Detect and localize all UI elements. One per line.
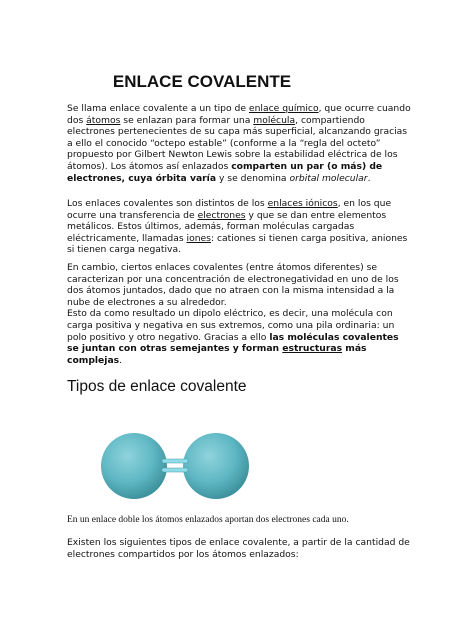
link-atomos[interactable]: átomos	[86, 114, 121, 126]
link-enlaces-ionicos[interactable]: enlaces iónicos	[267, 198, 338, 209]
double-bond-molecule-image	[100, 432, 250, 500]
paragraph-dipole: En cambio, ciertos enlaces covalentes (entre átomos diferentes) se caracterizan por una concentración de electronegatividad en uno de los dos átomos juntados, dado que no atraen con la misma intensidad a la nube de electrones a su alrededor. Esto da como resultado un dipolo eléctrico, es decir, una molécula con carga positiva y negativa en sus extremos, como una pila ordinaria: un polo positivo y otro negativo. Gracias a ello las moléculas covalentes se juntan con otras semejantes y forman estructuras más complejas.	[67, 262, 399, 366]
link-electrones[interactable]: electrones	[197, 209, 246, 221]
link-molecula[interactable]: molécula	[253, 114, 296, 126]
link-estructuras[interactable]: estructuras	[282, 343, 343, 355]
link-iones[interactable]: iones	[186, 232, 211, 244]
bond-line-2	[162, 468, 188, 472]
atom-right	[183, 433, 249, 499]
paragraph-ionic-comparison: Los enlaces covalentes son distintos de los enlaces iónicos, en los que ocurre una transferencia de electrones y que se dan entre elementos metálicos. Estos últimos, además, forman moléculas cargadas eléctricamente, llamadas iones: cationes si tienen carga positiva, aniones si tienen carga negativa.	[67, 198, 408, 256]
atom-left	[101, 433, 167, 499]
section-heading: Tipos de enlace covalente	[67, 378, 247, 395]
paragraph-intro: Se llama enlace covalente a un tipo de enlace químico, que ocurre cuando dos átomos se enlazan para formar una molécula, compartiendo electrones pertenecientes de su capa más superficial, alcanzando gracias a ello el conocido “octepo estable” (conforme a la “regla del octeto” propuesto por Gilbert Newton Lewis sobre la estabilidad eléctrica de los átomos). Los átomos así enlazados comparten un par (o más) de electrones, cuya órbita varía y se denomina orbital molecular.	[67, 103, 411, 184]
paragraph-types-intro: Existen los siguientes tipos de enlace covalente, a partir de la cantidad de electrones compartidos por los átomos enlazados:	[67, 537, 410, 560]
bond-line-1	[162, 459, 188, 463]
link-enlace-quimico[interactable]: enlace químico	[248, 103, 319, 114]
page-title: ENLACE COVALENTE	[112, 72, 292, 91]
image-caption: En un enlace doble los átomos enlazados aportan dos electrones cada uno.	[67, 515, 349, 525]
